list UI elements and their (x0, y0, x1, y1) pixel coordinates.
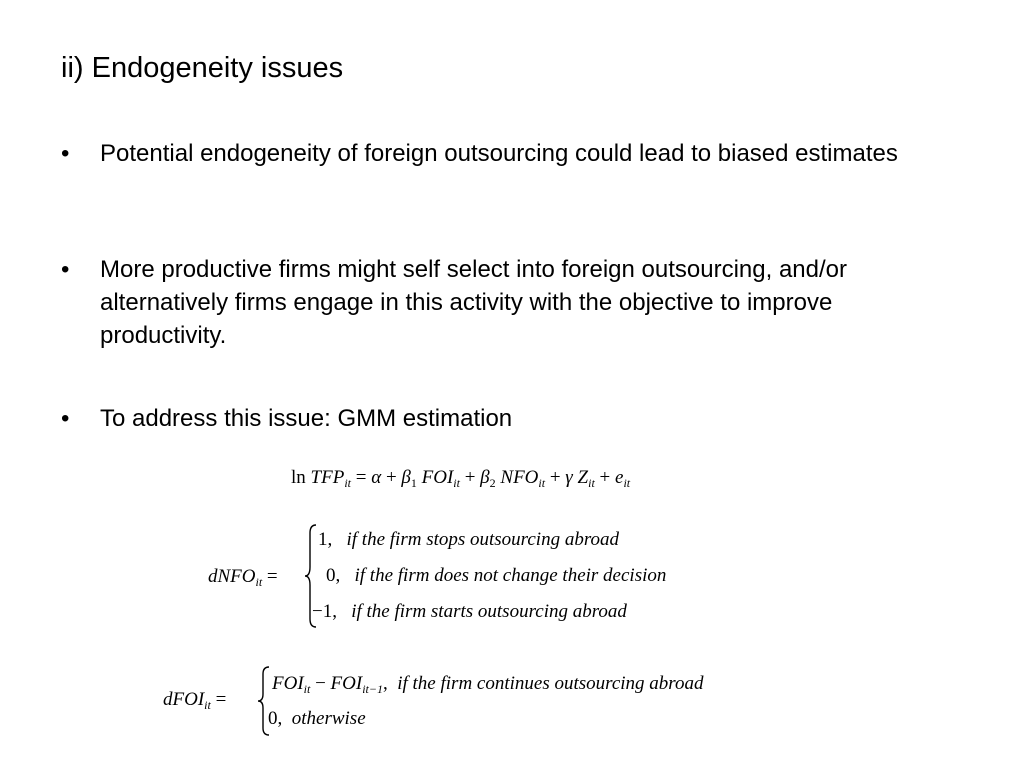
eq-subscript: it (344, 476, 351, 490)
bullet-text: More productive firms might self select into foreign outsourcing, and/or alternatively firms engage in this activity with the objective to improve productivity. (100, 256, 848, 349)
eq-subscript: it (255, 575, 263, 589)
case-row (326, 566, 666, 585)
bullet-text: To address this issue: GMM estimation (100, 405, 513, 432)
eq-operator: + (599, 467, 611, 488)
eq-term: FOI (421, 467, 454, 488)
case-condition: if the firm stops outsourcing abroad (346, 529, 620, 550)
case-row (312, 602, 627, 621)
bullet-item (61, 137, 961, 170)
eq-operator: = (355, 467, 367, 488)
eq-operator: − (315, 673, 326, 694)
eq-subscript: it−1 (362, 682, 383, 696)
eq-operator: + (385, 467, 397, 488)
tfp-equation (291, 468, 630, 489)
eq-term: ln (291, 467, 306, 488)
eq-term: NFO (500, 467, 539, 488)
eq-comma: , (382, 673, 388, 694)
eq-subscript: it (538, 476, 546, 490)
eq-subscript: it (204, 698, 211, 712)
case-value: 0, (326, 565, 341, 586)
bullet-item (61, 402, 961, 435)
eq-term: dNFO (208, 566, 256, 587)
eq-term: FOI (272, 673, 304, 694)
eq-operator: = (215, 689, 227, 710)
bullet-text: Potential endogeneity of foreign outsourcing could lead to biased estimates (100, 140, 898, 167)
bullet-marker: • (61, 140, 70, 167)
slide-title: ii) Endogeneity issues (61, 52, 344, 84)
case-value: −1, (312, 601, 337, 622)
eq-term: β (401, 467, 411, 488)
eq-operator: + (464, 467, 476, 488)
bullet-item (61, 253, 961, 352)
eq-term: TFP (310, 467, 345, 488)
bullet-marker: • (61, 405, 70, 432)
eq-operator: + (549, 467, 561, 488)
case-row (268, 709, 366, 728)
eq-term: FOI (330, 673, 363, 694)
eq-subscript: 2 (489, 476, 496, 490)
eq-operator: = (266, 566, 278, 587)
eq-subscript: 1 (410, 476, 417, 490)
case-condition: if the firm does not change their decision (354, 565, 667, 586)
eq-term: α (371, 467, 382, 488)
eq-term: Z (577, 467, 589, 488)
eq-term: dFOI (163, 689, 205, 710)
case-condition: if the firm starts outsourcing abroad (351, 601, 627, 622)
case-row (318, 530, 619, 549)
eq-subscript: it (303, 682, 311, 696)
eq-term: e (615, 467, 624, 488)
eq-subscript: it (453, 476, 460, 490)
bullet-marker: • (61, 256, 70, 283)
dnfo-lhs (208, 567, 278, 588)
dfoi-lhs (163, 690, 226, 711)
case-condition: otherwise (291, 708, 366, 729)
case-value: 0, (268, 708, 283, 729)
case-row (272, 674, 704, 695)
eq-term: β (480, 467, 490, 488)
eq-term: γ (565, 467, 573, 488)
eq-subscript: it (588, 476, 595, 490)
case-condition: if the firm continues outsourcing abroad (397, 673, 704, 694)
case-value: 1, (318, 529, 333, 550)
eq-subscript: it (623, 476, 631, 490)
